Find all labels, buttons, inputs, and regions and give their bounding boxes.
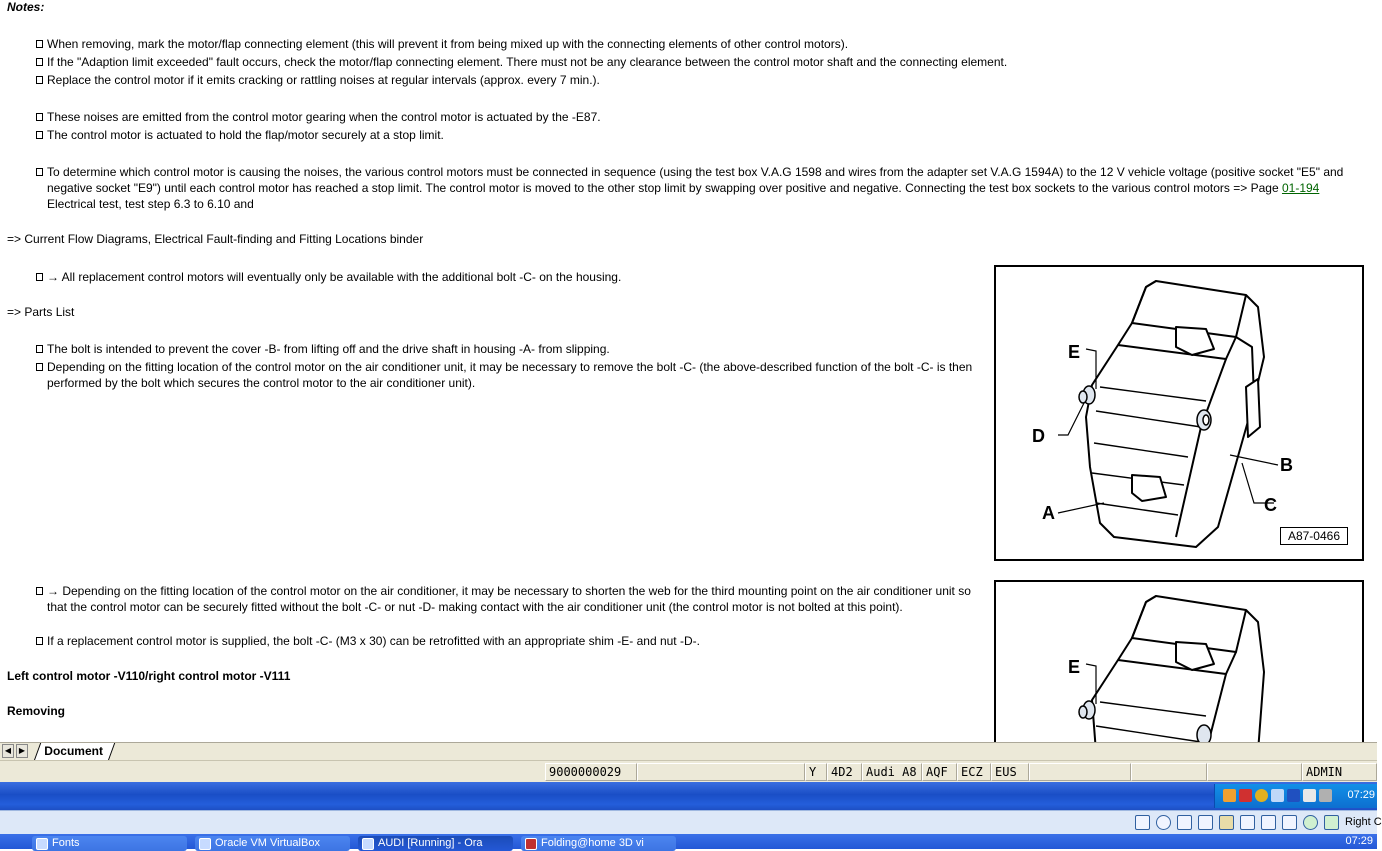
tray-volume-icon[interactable] xyxy=(1303,789,1316,802)
bullet-box-icon xyxy=(36,131,43,139)
host-clock: 07:29 xyxy=(1345,835,1373,847)
tray-settings-icon[interactable] xyxy=(1319,789,1332,802)
section-heading-removing: Removing xyxy=(7,704,66,718)
status-cell-empty xyxy=(1131,763,1207,781)
tray-device-icon[interactable] xyxy=(1287,789,1300,802)
bullet-box-icon xyxy=(36,345,43,353)
list-item: If a replacement control motor is supplied, the bolt -C- (M3 x 30) can be retrofitted with an appropriate shim -E- and nut -D-. xyxy=(36,633,981,649)
tray-alert-icon[interactable] xyxy=(1255,789,1268,802)
taskbar-item-fonts[interactable]: Fonts xyxy=(32,836,187,851)
bullet-box-icon xyxy=(36,587,43,595)
status-cell-model: Audi A8 xyxy=(862,763,922,781)
bullet-box-icon xyxy=(36,76,43,84)
figure-reference: A87-0466 xyxy=(1280,527,1348,545)
status-cell-empty xyxy=(637,763,805,781)
virtualbox-icon xyxy=(362,838,374,850)
status-cell-empty xyxy=(1029,763,1131,781)
network-icon[interactable] xyxy=(1177,815,1192,830)
list-item: To determine which control motor is causing the noises, the various control motors must be connected in sequence (using the test box V.A.G 1598 and wires from the adapter set V.A.G 1594A) to the 12 V vehicle voltage (positive socket "E5" and negative socket "E9") until each control motor has reached a stop limit. The control motor is moved to the other stop limit by swapping over positive and negative. Connecting the test box sockets to the various control motors => Page 01-194 Electrical test, test step 6.3 to 6.10 and xyxy=(36,164,1361,212)
taskbar-item-virtualbox[interactable]: Oracle VM VirtualBox xyxy=(195,836,350,851)
list-item: When removing, mark the motor/flap connecting element (this will prevent it from being mixed up with the connecting elements of other control motors). xyxy=(36,36,981,52)
cpu-icon[interactable] xyxy=(1282,815,1297,830)
status-bar xyxy=(0,760,1377,782)
bullet-box-icon xyxy=(36,40,43,48)
reference-flow-diagrams: => Current Flow Diagrams, Electrical Fault-finding and Fitting Locations binder xyxy=(7,232,424,246)
guest-system-tray xyxy=(1214,784,1377,808)
bullet-box-icon xyxy=(36,637,43,645)
figure-control-motor-2 xyxy=(994,580,1364,750)
bullet-box-icon xyxy=(36,168,43,176)
list-item: The control motor is actuated to hold the flap/motor securely at a stop limit. xyxy=(36,127,981,143)
label-b: B xyxy=(1280,455,1293,475)
figure-control-motor xyxy=(994,265,1364,561)
taskbar-item-folding[interactable]: Folding@home 3D vi xyxy=(521,836,676,851)
status-cell-id: 9000000029 xyxy=(545,763,637,781)
shared-folders-icon[interactable] xyxy=(1219,815,1234,830)
virtualbox-status-bar xyxy=(0,810,1382,834)
label-a: A xyxy=(1042,503,1055,523)
control-motor-illustration-2 xyxy=(996,582,1362,752)
video-capture-icon[interactable] xyxy=(1261,815,1276,830)
mouse-integration-icon[interactable] xyxy=(1303,815,1318,830)
optical-drive-icon[interactable] xyxy=(1156,815,1171,830)
tray-app-icon[interactable] xyxy=(1223,789,1236,802)
tab-document[interactable]: Document xyxy=(34,743,115,760)
status-cell-region: EUS xyxy=(991,763,1029,781)
folder-icon xyxy=(36,838,48,850)
notes-title: Notes: xyxy=(7,0,45,14)
virtualbox-icon xyxy=(199,838,211,850)
status-cell-type: 4D2 xyxy=(827,763,862,781)
hard-disk-icon[interactable] xyxy=(1135,815,1150,830)
label-e: E xyxy=(1068,657,1081,677)
list-item: → All replacement control motors will eventually only be available with the additional bolt -C- on the housing. xyxy=(36,269,981,285)
tray-network-error-icon[interactable] xyxy=(1239,789,1252,802)
reference-parts-list: => Parts List xyxy=(7,305,75,319)
list-item: Depending on the fitting location of the control motor on the air conditioner unit, it may be necessary to remove the bolt -C- (the above-described function of the bolt -C- is then performed by the bolt which secures the control motor to the air conditioner unit). xyxy=(36,359,981,391)
keyboard-icon[interactable] xyxy=(1324,815,1339,830)
host-key-label: Right C xyxy=(1345,816,1382,828)
status-cell-gearbox: ECZ xyxy=(957,763,991,781)
section-heading-motor: Left control motor -V110/right control motor -V111 xyxy=(7,669,291,683)
list-item: Replace the control motor if it emits cracking or rattling noises at regular intervals (approx. every 7 min.). xyxy=(36,72,981,88)
list-item: These noises are emitted from the control motor gearing when the control motor is actuated by the -E87. xyxy=(36,109,981,125)
page-link[interactable]: 01-194 xyxy=(1281,181,1320,195)
status-cell-year: Y xyxy=(805,763,827,781)
sheet-tab-bar xyxy=(0,742,1377,760)
guest-taskbar xyxy=(0,782,1377,810)
status-cell-user: ADMIN xyxy=(1302,763,1377,781)
bullet-box-icon xyxy=(36,113,43,121)
label-d: D xyxy=(1032,426,1045,446)
bullet-box-icon xyxy=(36,273,43,281)
usb-icon[interactable] xyxy=(1198,815,1213,830)
bullet-box-icon xyxy=(36,363,43,371)
tray-display-icon[interactable] xyxy=(1271,789,1284,802)
status-cell-engine: AQF xyxy=(922,763,957,781)
list-item: → Depending on the fitting location of the control motor on the air conditioner, it may be necessary to shorten the web for the third mounting point on the air conditioner unit so that the control motor can be securely fitted without the bolt -C- or nut -D- making contact with the air conditioner unit (the control motor is not bolted at this point). xyxy=(36,583,981,615)
display-icon[interactable] xyxy=(1240,815,1255,830)
list-item: The bolt is intended to prevent the cover -B- from lifting off and the drive shaft in housing -A- from slipping. xyxy=(36,341,981,357)
status-cell-empty xyxy=(1207,763,1302,781)
folding-icon xyxy=(525,838,537,850)
tab-scroll-right-button[interactable]: ▶ xyxy=(16,744,28,758)
list-item: If the "Adaption limit exceeded" fault occurs, check the motor/flap connecting element. There must not be any clearance between the control motor shaft and the connecting element. xyxy=(36,54,1361,70)
host-taskbar xyxy=(0,834,1377,849)
taskbar-item-audi-vm[interactable]: AUDI [Running] - Ora xyxy=(358,836,513,851)
label-e: E xyxy=(1068,342,1081,362)
bullet-box-icon xyxy=(36,58,43,66)
guest-clock: 07:29 xyxy=(1347,789,1375,801)
tab-scroll-left-button[interactable]: ◀ xyxy=(2,744,14,758)
control-motor-illustration xyxy=(996,267,1362,559)
label-c: C xyxy=(1264,495,1277,515)
